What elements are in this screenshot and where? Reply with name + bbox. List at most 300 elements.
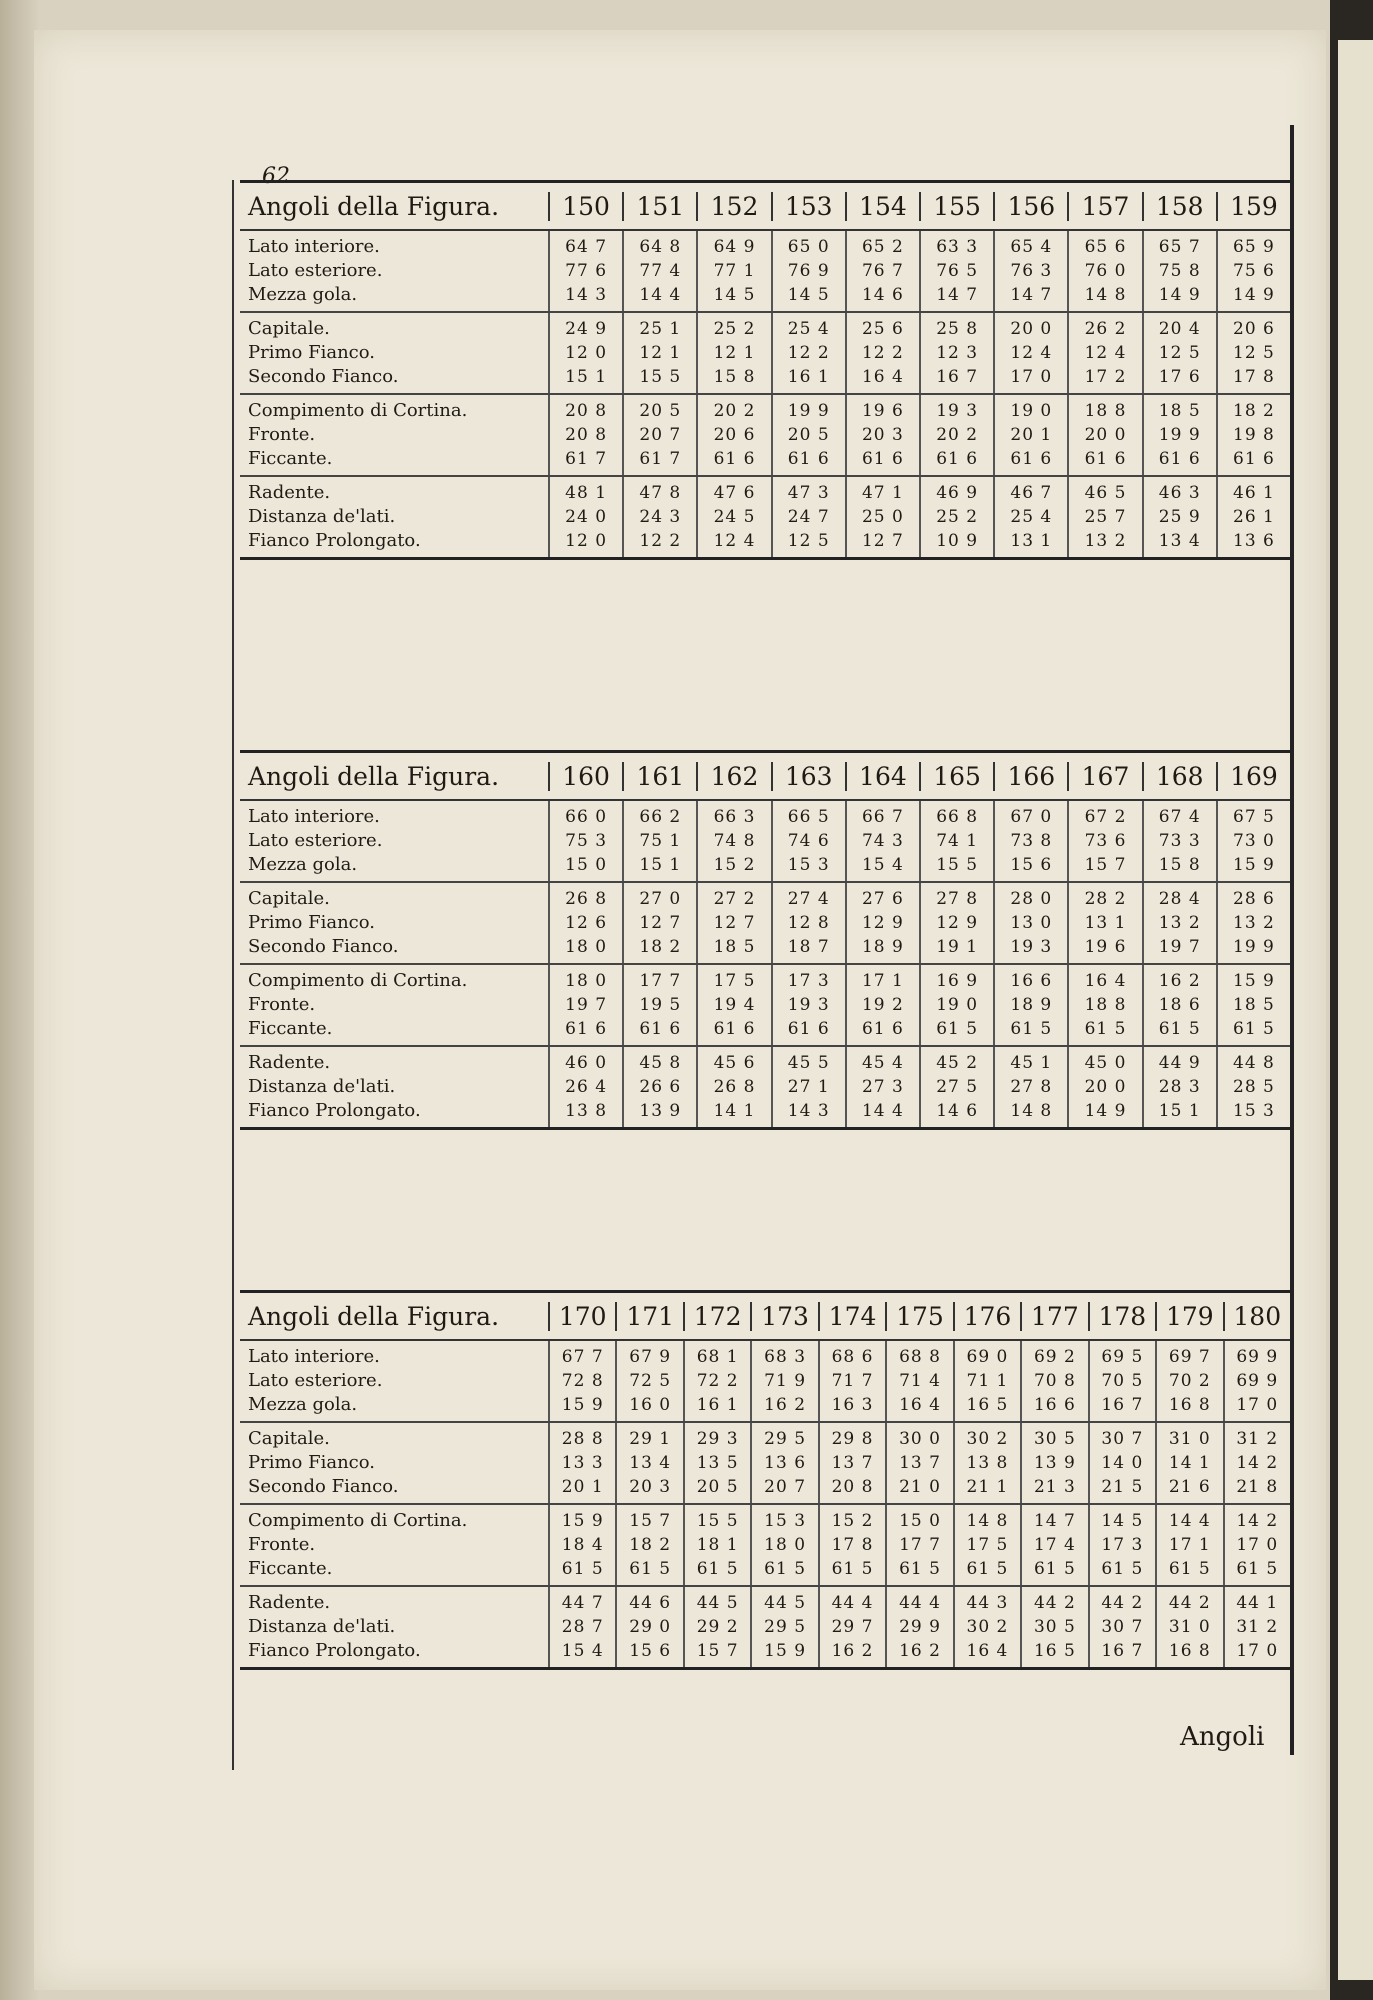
column-header: 157 bbox=[1067, 192, 1141, 221]
column-header: 178 bbox=[1088, 1302, 1155, 1331]
table-cell: 16 3 bbox=[831, 1395, 874, 1415]
table-cell: 18 0 bbox=[565, 971, 608, 991]
table-cell: 44 5 bbox=[764, 1593, 807, 1613]
row-label: Fronte. bbox=[248, 994, 316, 1015]
table-cell: 13 4 bbox=[629, 1453, 672, 1473]
facing-page-edge bbox=[1338, 40, 1373, 1980]
table-cell: 16 2 bbox=[899, 1641, 941, 1661]
row-group bbox=[240, 313, 1290, 395]
table-cell: 28 7 bbox=[561, 1617, 604, 1637]
column-header: 150 bbox=[548, 192, 622, 221]
table-cell: 18 8 bbox=[1084, 995, 1127, 1015]
value-column bbox=[1067, 801, 1141, 881]
page-right-rule bbox=[1290, 125, 1294, 1755]
column-header: 166 bbox=[993, 762, 1067, 791]
table-cell: 68 3 bbox=[764, 1347, 807, 1367]
value-column bbox=[683, 1423, 750, 1503]
table-cell: 20 3 bbox=[629, 1477, 672, 1497]
value-column bbox=[919, 883, 993, 963]
table-cell: 12 1 bbox=[713, 343, 756, 363]
value-column bbox=[953, 1341, 1020, 1421]
table-cell: 27 2 bbox=[713, 889, 756, 909]
value-column bbox=[845, 231, 919, 311]
table-cell: 18 2 bbox=[1233, 401, 1275, 421]
table-cell: 14 5 bbox=[713, 285, 756, 305]
table-cell: 15 0 bbox=[565, 855, 608, 875]
table-cell: 24 5 bbox=[713, 507, 756, 527]
table-cell: 45 8 bbox=[639, 1053, 682, 1073]
value-column bbox=[993, 883, 1067, 963]
table-cell: 27 8 bbox=[1010, 1077, 1053, 1097]
column-header: 167 bbox=[1067, 762, 1141, 791]
page-number: 62 bbox=[262, 164, 290, 189]
table-cell: 17 4 bbox=[1033, 1535, 1076, 1555]
value-column bbox=[1088, 1587, 1155, 1667]
table-cell: 15 2 bbox=[831, 1511, 874, 1531]
table-cell: 66 2 bbox=[639, 807, 682, 827]
value-column bbox=[1142, 477, 1216, 557]
table-cell: 16 5 bbox=[1033, 1641, 1076, 1661]
value-column bbox=[1216, 477, 1290, 557]
table-cell: 15 6 bbox=[1010, 855, 1053, 875]
column-header: 155 bbox=[919, 192, 993, 221]
table-cell: 29 5 bbox=[764, 1617, 807, 1637]
value-column bbox=[1067, 477, 1141, 557]
table-cell: 20 8 bbox=[831, 1477, 874, 1497]
table-cell: 18 0 bbox=[565, 937, 608, 957]
table-cell: 66 5 bbox=[787, 807, 830, 827]
table-cell: 10 9 bbox=[936, 531, 979, 551]
value-column bbox=[919, 1047, 993, 1127]
table-cell: 20 4 bbox=[1158, 319, 1201, 339]
table-cell: 31 0 bbox=[1168, 1617, 1211, 1637]
value-column bbox=[1223, 1423, 1290, 1503]
table-cell: 26 2 bbox=[1084, 319, 1127, 339]
table-cell: 15 7 bbox=[696, 1641, 739, 1661]
table-cell: 65 7 bbox=[1158, 237, 1201, 257]
value-column bbox=[1155, 1423, 1222, 1503]
table-cell: 20 7 bbox=[764, 1477, 807, 1497]
row-group bbox=[240, 395, 1290, 477]
table-cell: 16 1 bbox=[787, 367, 830, 387]
table-cell: 14 1 bbox=[713, 1101, 756, 1121]
table-cell: 26 1 bbox=[1233, 507, 1275, 527]
value-column bbox=[548, 965, 622, 1045]
table-cell: 27 8 bbox=[936, 889, 979, 909]
table-cell: 61 6 bbox=[1233, 449, 1275, 469]
table-cell: 27 6 bbox=[861, 889, 904, 909]
table-cell: 46 3 bbox=[1158, 483, 1201, 503]
value-column bbox=[1020, 1341, 1087, 1421]
value-column bbox=[919, 231, 993, 311]
table-cell: 15 5 bbox=[936, 855, 979, 875]
row-label: Capitale. bbox=[248, 318, 330, 339]
value-column bbox=[1216, 965, 1290, 1045]
row-label: Compimento di Cortina. bbox=[248, 1510, 468, 1531]
table-cell: 18 4 bbox=[561, 1535, 604, 1555]
value-column bbox=[1216, 801, 1290, 881]
table-cell: 18 6 bbox=[1158, 995, 1201, 1015]
value-column bbox=[548, 395, 622, 475]
value-column bbox=[1223, 1341, 1290, 1421]
value-column bbox=[1216, 883, 1290, 963]
table-cell: 47 6 bbox=[713, 483, 756, 503]
table-cell: 25 7 bbox=[1084, 507, 1127, 527]
value-column bbox=[696, 801, 770, 881]
table-cell: 17 8 bbox=[1233, 367, 1275, 387]
value-column bbox=[548, 883, 622, 963]
row-label: Lato esteriore. bbox=[248, 1370, 383, 1391]
table-cell: 27 3 bbox=[861, 1077, 904, 1097]
table-cell: 20 1 bbox=[561, 1477, 604, 1497]
row-label: Distanza de'lati. bbox=[248, 1076, 396, 1097]
table-cell: 28 6 bbox=[1233, 889, 1275, 909]
column-header: 180 bbox=[1223, 1302, 1290, 1331]
table-cell: 17 0 bbox=[1236, 1535, 1279, 1555]
table-cell: 12 2 bbox=[639, 531, 682, 551]
value-column bbox=[993, 1047, 1067, 1127]
table-cell: 61 6 bbox=[861, 449, 904, 469]
table-cell: 29 5 bbox=[764, 1429, 807, 1449]
value-column bbox=[1020, 1505, 1087, 1585]
value-column bbox=[696, 1047, 770, 1127]
table-cell: 61 5 bbox=[1010, 1019, 1053, 1039]
table-cell: 29 3 bbox=[696, 1429, 739, 1449]
table-cell: 26 8 bbox=[713, 1077, 756, 1097]
table-cell: 12 4 bbox=[713, 531, 756, 551]
table-cell: 13 1 bbox=[1084, 913, 1127, 933]
value-column bbox=[885, 1587, 952, 1667]
row-labels bbox=[240, 965, 548, 1045]
table-cell: 28 2 bbox=[1084, 889, 1127, 909]
table-cell: 70 2 bbox=[1168, 1371, 1211, 1391]
value-cells bbox=[548, 1505, 1290, 1585]
table-cell: 16 7 bbox=[936, 367, 979, 387]
table-cell: 61 7 bbox=[639, 449, 682, 469]
table-cell: 15 3 bbox=[764, 1511, 807, 1531]
column-header: 165 bbox=[919, 762, 993, 791]
row-labels bbox=[240, 1587, 548, 1667]
column-header: 153 bbox=[771, 192, 845, 221]
column-header: 164 bbox=[845, 762, 919, 791]
table-cell: 73 6 bbox=[1084, 831, 1127, 851]
row-group bbox=[240, 1047, 1290, 1127]
table-cell: 18 8 bbox=[1084, 401, 1127, 421]
column-header: 156 bbox=[993, 192, 1067, 221]
table-cell: 14 4 bbox=[639, 285, 682, 305]
column-header: 152 bbox=[696, 192, 770, 221]
row-label: Ficcante. bbox=[248, 1018, 333, 1039]
table-cell: 68 1 bbox=[696, 1347, 739, 1367]
value-column bbox=[993, 801, 1067, 881]
row-label: Mezza gola. bbox=[248, 284, 358, 305]
value-column bbox=[771, 1047, 845, 1127]
table-cell: 16 2 bbox=[1158, 971, 1201, 991]
table-cell: 17 6 bbox=[1158, 367, 1201, 387]
table-cell: 16 8 bbox=[1168, 1641, 1211, 1661]
column-header: 171 bbox=[615, 1302, 682, 1331]
value-column bbox=[1216, 313, 1290, 393]
value-column bbox=[919, 395, 993, 475]
value-column bbox=[953, 1587, 1020, 1667]
row-label: Primo Fianco. bbox=[248, 1452, 375, 1473]
row-label: Ficcante. bbox=[248, 448, 333, 469]
value-column bbox=[1020, 1587, 1087, 1667]
table-cell: 12 5 bbox=[787, 531, 830, 551]
row-group bbox=[240, 965, 1290, 1047]
table-cell: 16 1 bbox=[696, 1395, 739, 1415]
row-labels bbox=[240, 477, 548, 557]
table-cell: 19 9 bbox=[1158, 425, 1201, 445]
table-cell: 30 2 bbox=[966, 1429, 1009, 1449]
value-cells bbox=[548, 1341, 1290, 1421]
table-cell: 17 8 bbox=[831, 1535, 874, 1555]
table-cell: 19 6 bbox=[1084, 937, 1127, 957]
table-cell: 13 2 bbox=[1084, 531, 1127, 551]
table-cell: 66 0 bbox=[565, 807, 608, 827]
table-cell: 15 9 bbox=[561, 1395, 604, 1415]
table-cell: 12 4 bbox=[1010, 343, 1053, 363]
table-cell: 44 2 bbox=[1101, 1593, 1144, 1613]
value-column bbox=[993, 395, 1067, 475]
value-column bbox=[771, 395, 845, 475]
table-cell: 71 7 bbox=[831, 1371, 874, 1391]
table-cell: 44 4 bbox=[899, 1593, 941, 1613]
table-cell: 72 5 bbox=[629, 1371, 672, 1391]
table-cell: 14 4 bbox=[861, 1101, 904, 1121]
table-cell: 61 5 bbox=[561, 1559, 604, 1579]
value-column bbox=[1155, 1505, 1222, 1585]
value-column bbox=[683, 1505, 750, 1585]
row-label: Fianco Prolongato. bbox=[248, 1100, 421, 1121]
table-cell: 70 8 bbox=[1033, 1371, 1076, 1391]
column-header: 151 bbox=[622, 192, 696, 221]
row-label: Secondo Fianco. bbox=[248, 366, 399, 387]
value-column bbox=[548, 801, 622, 881]
table-cell: 25 4 bbox=[787, 319, 830, 339]
table-cell: 15 9 bbox=[764, 1641, 807, 1661]
table-cell: 17 5 bbox=[713, 971, 756, 991]
table-cell: 26 8 bbox=[565, 889, 608, 909]
row-group bbox=[240, 1423, 1290, 1505]
table-cell: 69 9 bbox=[1236, 1347, 1279, 1367]
table-cell: 15 9 bbox=[1233, 971, 1275, 991]
value-column bbox=[750, 1505, 817, 1585]
row-label: Lato interiore. bbox=[248, 1346, 380, 1367]
table-cell: 30 5 bbox=[1033, 1617, 1076, 1637]
table-cell: 14 7 bbox=[1010, 285, 1053, 305]
catchword: Angoli bbox=[1180, 1722, 1265, 1752]
table-cell: 75 3 bbox=[565, 831, 608, 851]
table-cell: 61 5 bbox=[1233, 1019, 1275, 1039]
table-cell: 61 6 bbox=[936, 449, 979, 469]
row-label: Primo Fianco. bbox=[248, 912, 375, 933]
row-label: Mezza gola. bbox=[248, 1394, 358, 1415]
column-header: 163 bbox=[771, 762, 845, 791]
table-cell: 71 4 bbox=[899, 1371, 941, 1391]
value-column bbox=[1142, 395, 1216, 475]
table-cell: 65 4 bbox=[1010, 237, 1053, 257]
value-column bbox=[845, 965, 919, 1045]
row-group bbox=[240, 883, 1290, 965]
table-cell: 14 7 bbox=[936, 285, 979, 305]
value-column bbox=[919, 965, 993, 1045]
value-column bbox=[548, 231, 622, 311]
value-cells bbox=[548, 313, 1290, 393]
table-cell: 69 7 bbox=[1168, 1347, 1211, 1367]
value-column bbox=[548, 1587, 615, 1667]
value-cells bbox=[548, 477, 1290, 557]
table-cell: 20 6 bbox=[1233, 319, 1275, 339]
value-column bbox=[615, 1423, 682, 1503]
table-cell: 61 5 bbox=[1033, 1559, 1076, 1579]
table-cell: 14 1 bbox=[1168, 1453, 1211, 1473]
value-column bbox=[818, 1341, 885, 1421]
table-cell: 14 8 bbox=[966, 1511, 1009, 1531]
table-cell: 66 7 bbox=[861, 807, 904, 827]
value-column bbox=[919, 477, 993, 557]
table-cell: 19 6 bbox=[861, 401, 904, 421]
value-column bbox=[622, 395, 696, 475]
table-cell: 14 8 bbox=[1010, 1101, 1053, 1121]
table-cell: 13 5 bbox=[696, 1453, 739, 1473]
table-cell: 14 3 bbox=[565, 285, 608, 305]
table-cell: 21 5 bbox=[1101, 1477, 1144, 1497]
table-cell: 15 4 bbox=[861, 855, 904, 875]
table-cell: 12 5 bbox=[1158, 343, 1201, 363]
table-cell: 67 9 bbox=[629, 1347, 672, 1367]
row-labels bbox=[240, 1505, 548, 1585]
table-cell: 12 4 bbox=[1084, 343, 1127, 363]
table-cell: 72 2 bbox=[696, 1371, 739, 1391]
table-cell: 15 3 bbox=[787, 855, 830, 875]
table-cell: 46 7 bbox=[1010, 483, 1053, 503]
value-column bbox=[696, 477, 770, 557]
table-cell: 31 2 bbox=[1236, 1617, 1279, 1637]
table-cell: 15 7 bbox=[1084, 855, 1127, 875]
value-cells bbox=[548, 965, 1290, 1045]
table-cell: 15 1 bbox=[565, 367, 608, 387]
table-cell: 61 6 bbox=[565, 1019, 608, 1039]
row-labels bbox=[240, 231, 548, 311]
table-cell: 12 9 bbox=[861, 913, 904, 933]
table-cell: 75 8 bbox=[1158, 261, 1201, 281]
table-cell: 15 8 bbox=[1158, 855, 1201, 875]
table-header-label: Angoli della Figura. bbox=[248, 191, 500, 221]
table-cell: 76 3 bbox=[1010, 261, 1053, 281]
table-cell: 46 1 bbox=[1233, 483, 1275, 503]
value-column bbox=[1142, 1047, 1216, 1127]
table-cell: 20 0 bbox=[1084, 425, 1127, 445]
table-cell: 13 1 bbox=[1010, 531, 1053, 551]
column-header: 154 bbox=[845, 192, 919, 221]
row-label: Mezza gola. bbox=[248, 854, 358, 875]
table-cell: 17 5 bbox=[966, 1535, 1009, 1555]
table-cell: 64 9 bbox=[713, 237, 756, 257]
table-header bbox=[240, 753, 1290, 801]
table-cell: 30 7 bbox=[1101, 1429, 1144, 1449]
table-cell: 77 4 bbox=[639, 261, 682, 281]
table-cell: 26 4 bbox=[565, 1077, 608, 1097]
table-cell: 67 5 bbox=[1233, 807, 1275, 827]
angle-table-3 bbox=[240, 1290, 1290, 1670]
table-cell: 69 2 bbox=[1033, 1347, 1076, 1367]
table-cell: 18 5 bbox=[1158, 401, 1201, 421]
table-cell: 44 5 bbox=[696, 1593, 739, 1613]
value-column bbox=[750, 1587, 817, 1667]
table-cell: 12 8 bbox=[787, 913, 830, 933]
value-column bbox=[615, 1505, 682, 1585]
column-header: 170 bbox=[548, 1302, 615, 1331]
value-column bbox=[993, 313, 1067, 393]
table-cell: 30 7 bbox=[1101, 1617, 1144, 1637]
table-cell: 14 9 bbox=[1158, 285, 1201, 305]
column-header: 173 bbox=[750, 1302, 817, 1331]
table-cell: 25 2 bbox=[713, 319, 756, 339]
table-cell: 76 0 bbox=[1084, 261, 1127, 281]
table-cell: 27 4 bbox=[787, 889, 830, 909]
table-cell: 47 3 bbox=[787, 483, 830, 503]
table-cell: 25 6 bbox=[861, 319, 904, 339]
table-cell: 76 5 bbox=[936, 261, 979, 281]
row-label: Capitale. bbox=[248, 1428, 330, 1449]
table-cell: 18 1 bbox=[696, 1535, 739, 1555]
value-column bbox=[683, 1587, 750, 1667]
value-column bbox=[993, 965, 1067, 1045]
table-cell: 73 0 bbox=[1233, 831, 1275, 851]
value-column bbox=[696, 231, 770, 311]
table-cell: 25 4 bbox=[1010, 507, 1053, 527]
table-cell: 61 5 bbox=[1236, 1559, 1279, 1579]
value-column bbox=[622, 477, 696, 557]
value-cells bbox=[548, 1047, 1290, 1127]
table-cell: 13 4 bbox=[1158, 531, 1201, 551]
table-cell: 16 2 bbox=[764, 1395, 807, 1415]
column-header: 158 bbox=[1142, 192, 1216, 221]
value-column bbox=[993, 231, 1067, 311]
table-cell: 19 0 bbox=[936, 995, 979, 1015]
table-cell: 15 5 bbox=[696, 1511, 739, 1531]
value-column bbox=[1216, 1047, 1290, 1127]
row-label: Ficcante. bbox=[248, 1558, 333, 1579]
table-cell: 29 7 bbox=[831, 1617, 874, 1637]
value-cells bbox=[548, 883, 1290, 963]
value-column bbox=[548, 1505, 615, 1585]
value-column bbox=[818, 1423, 885, 1503]
table-cell: 61 5 bbox=[1101, 1559, 1144, 1579]
table-cell: 67 2 bbox=[1084, 807, 1127, 827]
table-cell: 73 8 bbox=[1010, 831, 1053, 851]
table-cell: 19 3 bbox=[936, 401, 979, 421]
table-cell: 13 2 bbox=[1158, 913, 1201, 933]
table-cell: 19 7 bbox=[1158, 937, 1201, 957]
value-column bbox=[1067, 883, 1141, 963]
table-cell: 14 2 bbox=[1236, 1511, 1279, 1531]
table-cell: 61 6 bbox=[1010, 449, 1053, 469]
value-column bbox=[615, 1587, 682, 1667]
table-left-rule bbox=[232, 180, 234, 1770]
table-cell: 76 7 bbox=[861, 261, 904, 281]
table-cell: 27 0 bbox=[639, 889, 682, 909]
row-group bbox=[240, 1341, 1290, 1423]
table-cell: 20 0 bbox=[1010, 319, 1053, 339]
value-column bbox=[548, 477, 622, 557]
table-cell: 14 2 bbox=[1236, 1453, 1279, 1473]
table-cell: 19 7 bbox=[565, 995, 608, 1015]
table-cell: 12 0 bbox=[565, 531, 608, 551]
table-cell: 19 2 bbox=[861, 995, 904, 1015]
table-cell: 28 4 bbox=[1158, 889, 1201, 909]
